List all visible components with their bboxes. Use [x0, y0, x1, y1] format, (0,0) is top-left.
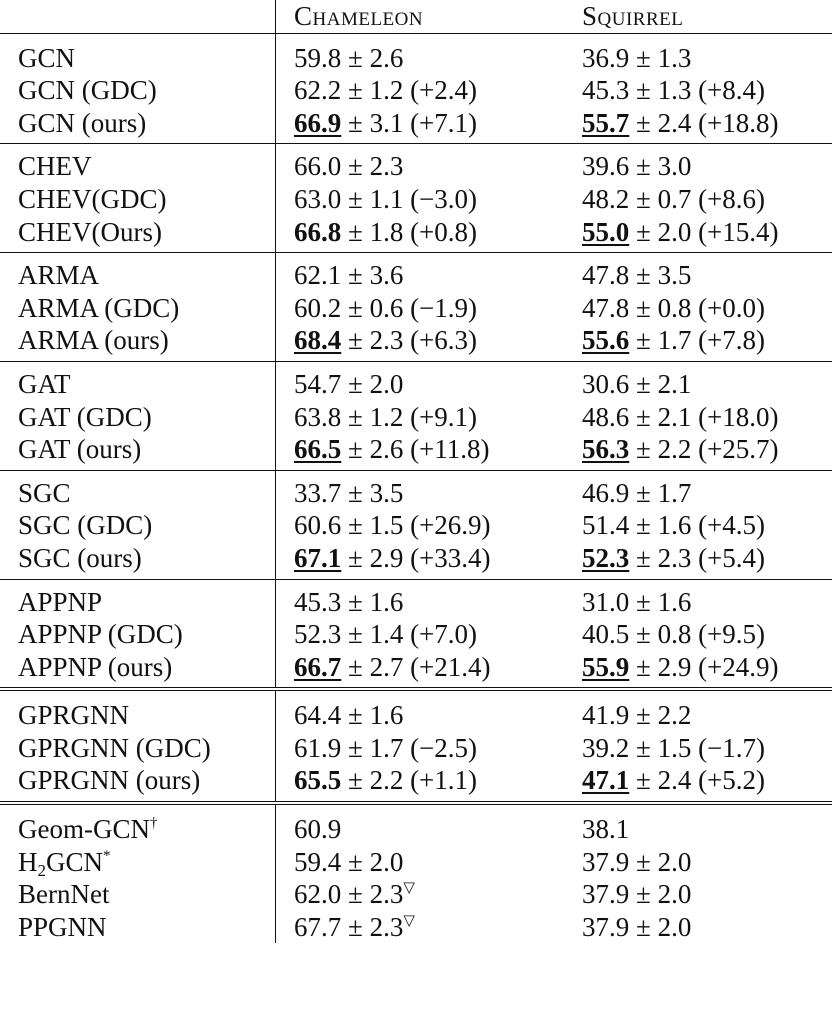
- squirrel-cell: [574, 618, 832, 651]
- method-cell: PPGNN: [18, 911, 107, 942]
- chameleon-mean: 62.1: [294, 260, 342, 291]
- squirrel-cell: [574, 292, 832, 325]
- squirrel-mean: 47.8: [582, 260, 630, 291]
- table-row: [0, 183, 832, 216]
- squirrel-std: ± 2.4 (+5.2): [629, 765, 766, 796]
- chameleon-std: ± 1.7 (−2.5): [341, 732, 478, 763]
- table-row: [0, 144, 832, 183]
- chameleon-cell: [276, 74, 575, 107]
- chameleon-mean: 45.3: [294, 586, 342, 617]
- squirrel-mean: 36.9: [582, 42, 630, 73]
- chameleon-cell: [276, 689, 575, 732]
- squirrel-mean: 41.9: [582, 700, 630, 731]
- squirrel-std: ± 2.9 (+24.9): [629, 651, 779, 682]
- table-row: [0, 324, 832, 361]
- method-name: H: [18, 846, 38, 877]
- chameleon-cell: [276, 651, 575, 690]
- triangle-mark: ▽: [403, 912, 415, 929]
- chameleon-mean: 33.7: [294, 477, 342, 508]
- squirrel-cell: [574, 689, 832, 732]
- squirrel-mean-best: 52.3: [582, 542, 630, 573]
- chameleon-mean-best: 65.5: [294, 765, 342, 796]
- chameleon-mean: 60.2: [294, 292, 342, 323]
- table-row: [0, 292, 832, 325]
- chameleon-cell: [276, 216, 575, 253]
- chameleon-cell: [276, 732, 575, 765]
- squirrel-std: ± 2.3 (+5.4): [629, 542, 766, 573]
- chameleon-mean-best: 66.5: [294, 434, 342, 465]
- squirrel-cell: [574, 74, 832, 107]
- method-cell: APPNP: [0, 579, 276, 618]
- method-cell: GCN: [0, 33, 276, 74]
- squirrel-std: ± 0.7 (+8.6): [629, 183, 766, 214]
- chameleon-cell: [276, 764, 575, 803]
- squirrel-mean: 48.6: [582, 401, 630, 432]
- squirrel-mean-best: 47.1: [582, 765, 630, 796]
- chameleon-std: ± 1.2 (+2.4): [341, 75, 478, 106]
- table-row: [0, 361, 832, 400]
- method-cell: SGC: [0, 470, 276, 509]
- squirrel-std: ± 0.8 (+0.0): [629, 292, 766, 323]
- squirrel-mean: 30.6: [582, 368, 630, 399]
- chameleon-std: ± 2.9 (+33.4): [341, 542, 491, 573]
- table-row: [0, 618, 832, 651]
- table-row: [0, 433, 832, 470]
- chameleon-mean: 60.6: [294, 510, 342, 541]
- table-row: [0, 764, 832, 803]
- method-subscript: 2: [37, 860, 46, 880]
- squirrel-std: ± 2.0 (+15.4): [629, 216, 779, 247]
- squirrel-std: ± 1.5 (−1.7): [629, 732, 766, 763]
- squirrel-mean: 40.5: [582, 619, 630, 650]
- header-method: [0, 0, 276, 33]
- method-cell: ARMA (ours): [18, 325, 169, 356]
- chameleon-std: ± 1.6: [341, 586, 404, 617]
- squirrel-mean-best: 55.6: [582, 325, 630, 356]
- squirrel-cell: [574, 401, 832, 434]
- table-row: [0, 401, 832, 434]
- chameleon-cell: [276, 292, 575, 325]
- method-cell: [0, 846, 276, 879]
- squirrel-mean: 47.8: [582, 292, 630, 323]
- table-row: [0, 509, 832, 542]
- table-row: [0, 911, 832, 944]
- table-row: [0, 33, 832, 74]
- method-cell: SGC (ours): [18, 542, 142, 573]
- chameleon-mean-best: 68.4: [294, 325, 342, 356]
- chameleon-cell: [276, 324, 575, 361]
- chameleon-cell: [276, 911, 575, 944]
- squirrel-cell: [574, 470, 832, 509]
- squirrel-cell: [574, 144, 832, 183]
- squirrel-std: ± 0.8 (+9.5): [629, 619, 766, 650]
- chameleon-mean-best: 66.7: [294, 651, 342, 682]
- squirrel-cell: [574, 216, 832, 253]
- method-cell: [0, 803, 276, 846]
- chameleon-cell: [276, 33, 575, 74]
- chameleon-mean: 63.0: [294, 183, 342, 214]
- table-row: [0, 253, 832, 292]
- squirrel-mean: 48.2: [582, 183, 630, 214]
- table-row: [0, 470, 832, 509]
- chameleon-cell: [276, 183, 575, 216]
- chameleon-std: ± 0.6 (−1.9): [341, 292, 478, 323]
- chameleon-std: ± 3.6: [341, 260, 404, 291]
- squirrel-std: ± 2.2: [629, 700, 692, 731]
- method-cell: GAT: [0, 361, 276, 400]
- chameleon-std: ± 1.6: [341, 700, 404, 731]
- chameleon-mean-best: 67.1: [294, 542, 342, 573]
- squirrel-cell: 38.1: [574, 803, 832, 846]
- chameleon-mean: 59.8: [294, 42, 342, 73]
- table-row: [0, 803, 832, 846]
- squirrel-mean-best: 55.7: [582, 107, 630, 138]
- header-chameleon: Chameleon: [276, 0, 575, 33]
- chameleon-cell: [276, 878, 575, 911]
- method-cell: GPRGNN: [0, 689, 276, 732]
- chameleon-mean: 66.0: [294, 151, 342, 182]
- squirrel-std: ± 1.7 (+7.8): [629, 325, 766, 356]
- squirrel-cell: [574, 433, 832, 470]
- method-cell: APPNP (ours): [18, 651, 173, 682]
- chameleon-mean: 54.7: [294, 368, 342, 399]
- chameleon-std: ± 2.2 (+1.1): [341, 765, 478, 796]
- chameleon-value: 67.7 ± 2.3: [294, 911, 404, 942]
- chameleon-mean-best: 66.9: [294, 107, 342, 138]
- squirrel-std: ± 1.3 (+8.4): [629, 75, 766, 106]
- squirrel-std: ± 2.4 (+18.8): [629, 107, 779, 138]
- squirrel-cell: [574, 253, 832, 292]
- table-row: [0, 74, 832, 107]
- chameleon-cell: [276, 401, 575, 434]
- chameleon-mean: 61.9: [294, 732, 342, 763]
- chameleon-std: ± 3.5: [341, 477, 404, 508]
- chameleon-cell: [276, 144, 575, 183]
- chameleon-cell: 60.9: [276, 803, 575, 846]
- squirrel-cell: [574, 542, 832, 579]
- chameleon-cell: [276, 107, 575, 144]
- table-row: [0, 732, 832, 765]
- method-cell: CHEV: [0, 144, 276, 183]
- squirrel-mean: 39.6: [582, 151, 630, 182]
- squirrel-mean: 45.3: [582, 75, 630, 106]
- squirrel-std: ± 1.6 (+4.5): [629, 510, 766, 541]
- table-row: [0, 689, 832, 732]
- method-cell: GCN (ours): [18, 107, 147, 138]
- squirrel-mean-best: 55.0: [582, 216, 630, 247]
- chameleon-cell: 59.4 ± 2.0: [276, 846, 575, 879]
- squirrel-std: ± 1.6: [629, 586, 692, 617]
- chameleon-std: ± 2.7 (+21.4): [341, 651, 491, 682]
- squirrel-cell: [574, 324, 832, 361]
- squirrel-std: ± 2.2 (+25.7): [629, 434, 779, 465]
- triangle-mark: ▽: [403, 880, 415, 897]
- squirrel-cell: [574, 509, 832, 542]
- squirrel-cell: [574, 651, 832, 690]
- squirrel-cell: [574, 183, 832, 216]
- table-row: [0, 216, 832, 253]
- chameleon-std: ± 2.0: [341, 368, 404, 399]
- chameleon-mean-best: 66.8: [294, 216, 342, 247]
- chameleon-cell: [276, 579, 575, 618]
- squirrel-cell: [574, 732, 832, 765]
- chameleon-std: ± 2.3 (+6.3): [341, 325, 478, 356]
- method-cell: CHEV(GDC): [18, 183, 167, 214]
- squirrel-cell: [574, 361, 832, 400]
- squirrel-mean-best: 56.3: [582, 434, 630, 465]
- table-row: [0, 651, 832, 690]
- chameleon-mean: 63.8: [294, 401, 342, 432]
- chameleon-cell: [276, 361, 575, 400]
- squirrel-std: ± 1.3: [629, 42, 692, 73]
- method-cell: ARMA (GDC): [18, 292, 180, 323]
- squirrel-std: ± 1.7: [629, 477, 692, 508]
- squirrel-std: ± 2.1 (+18.0): [629, 401, 779, 432]
- method-cell: GAT (GDC): [18, 401, 152, 432]
- method-cell: ARMA: [0, 253, 276, 292]
- squirrel-mean: 39.2: [582, 732, 630, 763]
- chameleon-std: ± 1.4 (+7.0): [341, 619, 478, 650]
- squirrel-cell: [574, 579, 832, 618]
- chameleon-mean: 62.2: [294, 75, 342, 106]
- squirrel-mean: 46.9: [582, 477, 630, 508]
- chameleon-std: ± 2.6: [341, 42, 404, 73]
- chameleon-cell: [276, 509, 575, 542]
- chameleon-mean: 52.3: [294, 619, 342, 650]
- method-cell: SGC (GDC): [18, 510, 153, 541]
- squirrel-std: ± 2.1: [629, 368, 692, 399]
- squirrel-mean-best: 55.9: [582, 651, 630, 682]
- method-cell: BernNet: [18, 879, 110, 910]
- chameleon-std: ± 2.6 (+11.8): [341, 434, 490, 465]
- chameleon-std: ± 1.2 (+9.1): [341, 401, 478, 432]
- method-cell: APPNP (GDC): [18, 619, 183, 650]
- table-row: [0, 107, 832, 144]
- chameleon-cell: [276, 542, 575, 579]
- squirrel-mean: 51.4: [582, 510, 630, 541]
- method-name: GCN: [46, 846, 104, 877]
- table-row: [0, 579, 832, 618]
- chameleon-std: ± 1.8 (+0.8): [341, 216, 478, 247]
- method-cell: GPRGNN (ours): [18, 765, 201, 796]
- squirrel-cell: [574, 764, 832, 803]
- squirrel-std: ± 3.0: [629, 151, 692, 182]
- chameleon-cell: [276, 253, 575, 292]
- chameleon-cell: [276, 470, 575, 509]
- squirrel-cell: [574, 33, 832, 74]
- chameleon-std: ± 3.1 (+7.1): [341, 107, 478, 138]
- method-cell: GAT (ours): [18, 434, 142, 465]
- table-row: [0, 878, 832, 911]
- asterisk-mark: *: [103, 847, 111, 864]
- chameleon-value: 62.0 ± 2.3: [294, 879, 404, 910]
- header-squirrel: Squirrel: [582, 1, 684, 31]
- squirrel-cell: 37.9 ± 2.0: [582, 846, 692, 877]
- squirrel-cell: 37.9 ± 2.0: [582, 879, 692, 910]
- method-cell: CHEV(Ours): [18, 216, 162, 247]
- chameleon-cell: [276, 618, 575, 651]
- squirrel-mean: 31.0: [582, 586, 630, 617]
- method-name: Geom-GCN: [18, 814, 150, 845]
- chameleon-mean: 64.4: [294, 700, 342, 731]
- chameleon-cell: [276, 433, 575, 470]
- chameleon-std: ± 1.5 (+26.9): [341, 510, 491, 541]
- header-row: [0, 0, 832, 33]
- table-row: [0, 846, 832, 879]
- dagger-mark: †: [149, 815, 158, 832]
- method-cell: GPRGNN (GDC): [18, 732, 211, 763]
- squirrel-cell: [574, 107, 832, 144]
- squirrel-cell: 37.9 ± 2.0: [582, 911, 692, 942]
- squirrel-std: ± 3.5: [629, 260, 692, 291]
- chameleon-std: ± 2.3: [341, 151, 404, 182]
- table-row: [0, 542, 832, 579]
- chameleon-std: ± 1.1 (−3.0): [341, 183, 478, 214]
- method-cell: GCN (GDC): [18, 75, 157, 106]
